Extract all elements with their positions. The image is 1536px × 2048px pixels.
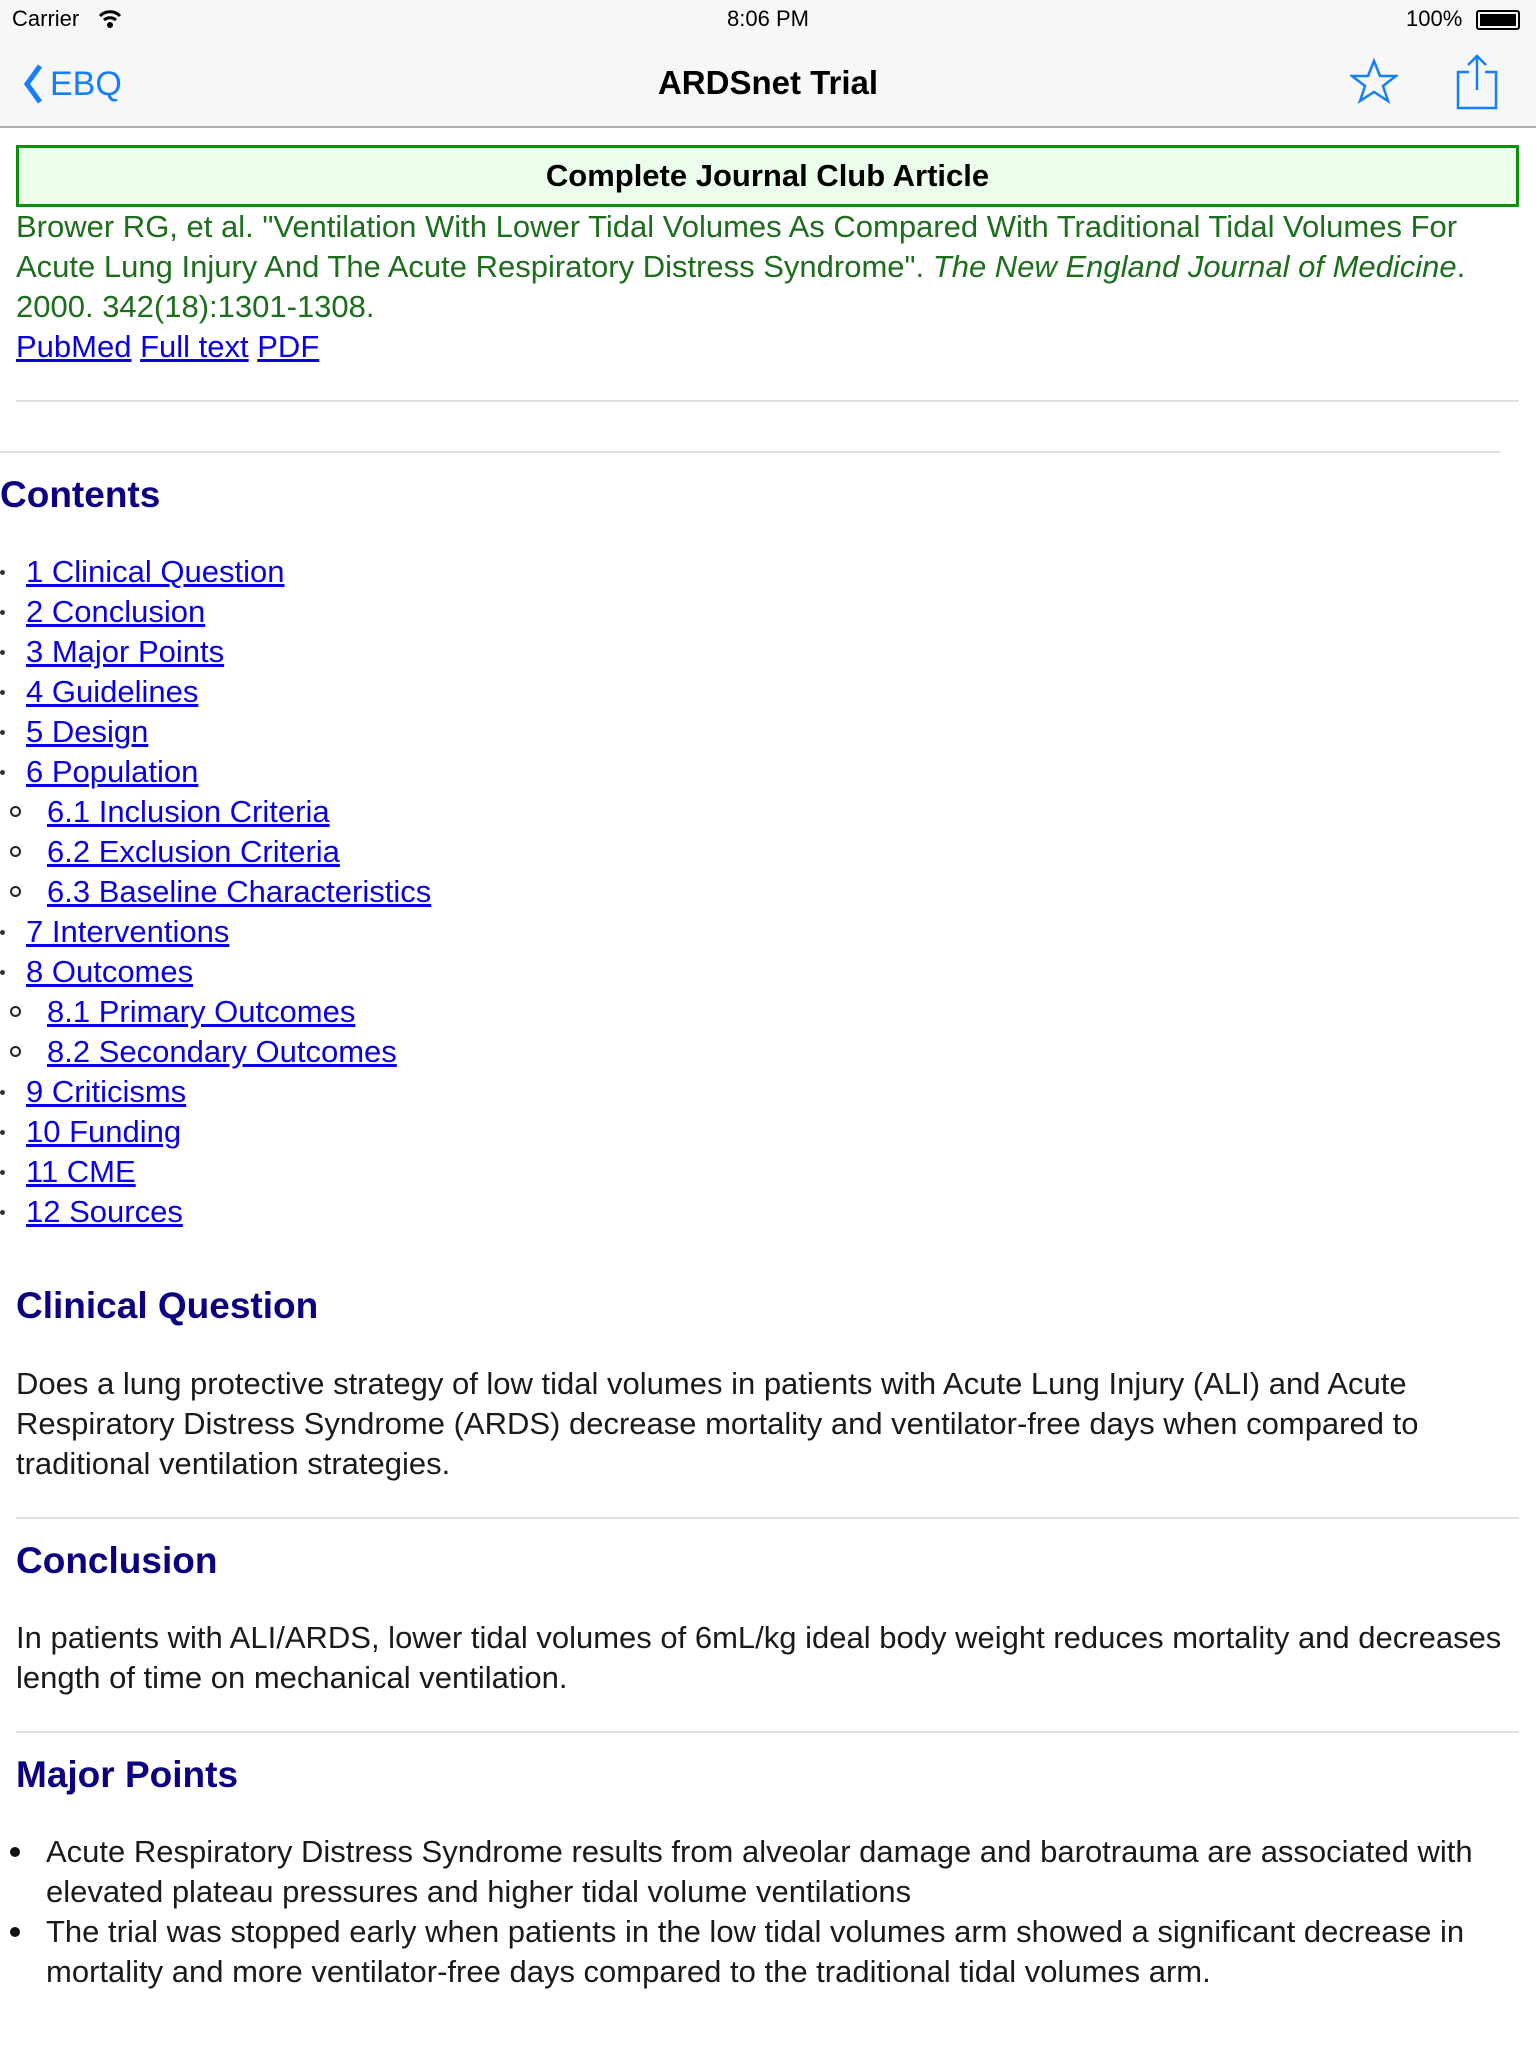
major-point-item [46,1832,1526,1912]
toc-link[interactable]: 7 Interventions [26,914,230,949]
divider [16,400,1519,402]
circle-bullet-icon [10,1046,21,1057]
bullet-icon [10,1927,20,1937]
bullet-icon [10,1847,20,1857]
bullet-icon [0,650,5,655]
bullet-icon [0,610,5,615]
citation-text: Brower RG, et al. "Ventilation With Lower Tidal Volumes As Compared With Traditional Tidal Volumes For Acute Lung Injury And The Acute Respiratory Distress Syndrome". [16,209,1458,284]
toc-link[interactable]: 8.2 Secondary Outcomes [47,1034,397,1069]
toc-link[interactable]: 4 Guidelines [26,674,199,709]
bullet-icon [0,1210,5,1215]
major-point-text: Acute Respiratory Distress Syndrome results from alveolar damage and barotrauma are associated with elevated plateau pressures and higher tidal volume ventilations [46,1834,1473,1909]
citation-details: . 2000. 342(18):1301-1308. [16,249,1466,324]
circle-bullet-icon [10,806,21,817]
battery-label: 100% [1406,6,1463,31]
bullet-icon [0,930,5,935]
share-icon[interactable] [1455,54,1499,110]
contents-heading: Contents [0,474,161,515]
page-title: ARDSnet Trial [657,64,879,101]
divider [16,1517,1519,1519]
toc-link[interactable]: 12 Sources [26,1194,183,1229]
divider [0,451,1500,453]
toc-link[interactable]: 3 Major Points [26,634,225,669]
major-points-heading: Major Points [16,1754,239,1795]
bullet-icon [0,730,5,735]
toc-link[interactable]: 6.1 Inclusion Criteria [47,794,330,829]
journal-club-banner: Complete Journal Club Article [16,145,1519,207]
battery-icon [1476,10,1520,30]
time-label: 8:06 PM [727,6,809,31]
journal-name: The New England Journal of Medicine [932,249,1457,284]
toc-link[interactable]: 5 Design [26,714,149,749]
circle-bullet-icon [10,886,21,897]
major-point-text: The trial was stopped early when patients in the low tidal volumes arm showed a significant decrease in mortality and more ventilator-free days compared to the traditional tidal volumes arm. [46,1914,1465,1989]
toc-link[interactable]: 9 Criticisms [26,1074,187,1109]
status-bar [0,0,1536,40]
full-text-link[interactable]: Full text [140,329,249,364]
toc-link[interactable]: 6 Population [26,754,199,789]
pdf-link[interactable]: PDF [257,329,320,364]
toc-link[interactable]: 2 Conclusion [26,594,206,629]
circle-bullet-icon [10,846,21,857]
clinical-question-heading: Clinical Question [16,1285,319,1326]
toc-link[interactable]: 6.3 Baseline Characteristics [47,874,432,909]
back-label: EBQ [50,64,122,103]
clinical-question-text: Does a lung protective strategy of low tidal volumes in patients with Acute Lung Injury (ALI) and Acute Respiratory Distress Syndrome (ARDS) decrease mortality and ventilator-free days when compared to traditional ventilation strategies. [16,1366,1419,1481]
toc-link[interactable]: 1 Clinical Question [26,554,285,589]
carrier-label: Carrier [12,6,80,31]
bullet-icon [0,1090,5,1095]
navigation-bar [0,40,1536,128]
bullet-icon [0,570,5,575]
toc-link[interactable]: 11 CME [26,1154,136,1189]
toc-link[interactable]: 6.2 Exclusion Criteria [47,834,340,869]
divider [16,1731,1519,1733]
star-icon[interactable] [1350,58,1398,104]
conclusion-text: In patients with ALI/ARDS, lower tidal volumes of 6mL/kg ideal body weight reduces mortality and decreases length of time on mechanical ventilation. [16,1620,1502,1695]
circle-bullet-icon [10,1006,21,1017]
toc-link[interactable]: 8.1 Primary Outcomes [47,994,356,1029]
pubmed-link[interactable]: PubMed [16,329,132,364]
citation-links [16,327,319,367]
major-point-item [46,1912,1526,1992]
bullet-icon [0,970,5,975]
toc-link[interactable]: 10 Funding [26,1114,182,1149]
citation [16,207,1526,327]
bullet-icon [0,690,5,695]
bullet-icon [0,1170,5,1175]
conclusion-heading: Conclusion [16,1540,218,1581]
toc-link[interactable]: 8 Outcomes [26,954,194,989]
bullet-icon [0,770,5,775]
bullet-icon [0,1130,5,1135]
